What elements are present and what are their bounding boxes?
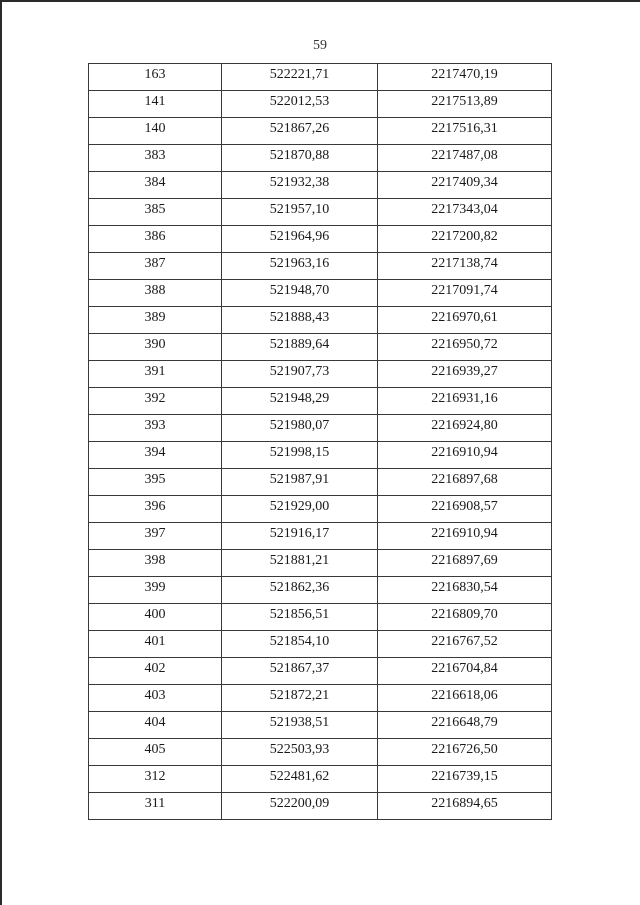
x-coordinate-cell: [222, 658, 378, 685]
point-number-text: 390: [144, 337, 166, 352]
point-number-text: 163: [144, 67, 166, 82]
x-coordinate-cell: [222, 766, 378, 793]
x-coordinate-text: 521932,38: [269, 175, 330, 190]
point-number-text: 400: [144, 607, 166, 622]
point-number-cell: [89, 199, 222, 226]
x-coordinate-cell: [222, 199, 378, 226]
x-coordinate-text: 522481,62: [269, 769, 330, 784]
y-coordinate-text: 2216726,50: [431, 742, 498, 757]
x-coordinate-text: 521888,43: [269, 310, 330, 325]
x-coordinate-cell: [222, 550, 378, 577]
y-coordinate-cell: [378, 793, 552, 820]
x-coordinate-cell: [222, 712, 378, 739]
x-coordinate-cell: [222, 604, 378, 631]
table-row: [89, 577, 552, 604]
y-coordinate-text: 2217516,31: [431, 121, 498, 136]
x-coordinate-cell: [222, 523, 378, 550]
y-coordinate-cell: [378, 766, 552, 793]
y-coordinate-cell: [378, 361, 552, 388]
x-coordinate-text: 521907,73: [269, 364, 330, 379]
point-number-cell: [89, 658, 222, 685]
y-coordinate-cell: [378, 442, 552, 469]
table-row: [89, 64, 552, 91]
y-coordinate-text: 2216648,79: [431, 715, 498, 730]
point-number-text: 384: [144, 175, 166, 190]
x-coordinate-text: 521964,96: [269, 229, 330, 244]
x-coordinate-cell: [222, 334, 378, 361]
point-number-text: 403: [144, 688, 166, 703]
point-number-text: 397: [144, 526, 166, 541]
table-row: [89, 91, 552, 118]
y-coordinate-cell: [378, 523, 552, 550]
x-coordinate-text: 522012,53: [269, 94, 330, 109]
y-coordinate-cell: [378, 280, 552, 307]
x-coordinate-text: 521916,17: [269, 526, 330, 541]
y-coordinate-text: 2216924,80: [431, 418, 498, 433]
y-coordinate-text: 2216767,52: [431, 634, 498, 649]
y-coordinate-cell: [378, 712, 552, 739]
x-coordinate-cell: [222, 415, 378, 442]
x-coordinate-cell: [222, 91, 378, 118]
table-row: [89, 658, 552, 685]
point-number-cell: [89, 280, 222, 307]
y-coordinate-text: 2216908,57: [431, 499, 498, 514]
y-coordinate-cell: [378, 91, 552, 118]
x-coordinate-cell: [222, 307, 378, 334]
x-coordinate-cell: [222, 118, 378, 145]
y-coordinate-cell: [378, 172, 552, 199]
table-row: [89, 334, 552, 361]
table-row: [89, 253, 552, 280]
point-number-cell: [89, 118, 222, 145]
y-coordinate-text: 2216910,94: [431, 526, 498, 541]
y-coordinate-text: 2216950,72: [431, 337, 498, 352]
point-number-cell: [89, 739, 222, 766]
point-number-cell: [89, 145, 222, 172]
x-coordinate-text: 521987,91: [269, 472, 330, 487]
x-coordinate-cell: [222, 685, 378, 712]
point-number-text: 396: [144, 499, 166, 514]
y-coordinate-cell: [378, 145, 552, 172]
y-coordinate-text: 2216897,69: [431, 553, 498, 568]
point-number-text: 388: [144, 283, 166, 298]
y-coordinate-text: 2216897,68: [431, 472, 498, 487]
table-row: [89, 307, 552, 334]
table-row: [89, 172, 552, 199]
table-row: [89, 280, 552, 307]
page-edge-left: [0, 0, 2, 905]
x-coordinate-cell: [222, 469, 378, 496]
point-number-text: 399: [144, 580, 166, 595]
x-coordinate-text: 521854,10: [269, 634, 330, 649]
point-number-text: 140: [144, 121, 166, 136]
point-number-cell: [89, 64, 222, 91]
point-number-cell: [89, 361, 222, 388]
point-number-cell: [89, 226, 222, 253]
x-coordinate-cell: [222, 793, 378, 820]
table-row: [89, 361, 552, 388]
y-coordinate-text: 2216830,54: [431, 580, 498, 595]
x-coordinate-text: 521881,21: [269, 553, 330, 568]
y-coordinate-cell: [378, 199, 552, 226]
y-coordinate-text: 2216618,06: [431, 688, 498, 703]
point-number-text: 391: [144, 364, 166, 379]
table-row: [89, 199, 552, 226]
table-row: [89, 523, 552, 550]
x-coordinate-cell: [222, 442, 378, 469]
y-coordinate-text: 2216910,94: [431, 445, 498, 460]
point-number-text: 395: [144, 472, 166, 487]
point-number-cell: [89, 415, 222, 442]
table-row: [89, 388, 552, 415]
point-number-text: 404: [144, 715, 166, 730]
point-number-text: 383: [144, 148, 166, 163]
x-coordinate-text: 522200,09: [269, 796, 330, 811]
x-coordinate-cell: [222, 496, 378, 523]
coordinates-table-body: [89, 64, 552, 820]
point-number-cell: [89, 712, 222, 739]
x-coordinate-text: 522503,93: [269, 742, 330, 757]
point-number-cell: [89, 604, 222, 631]
x-coordinate-cell: [222, 388, 378, 415]
y-coordinate-cell: [378, 388, 552, 415]
y-coordinate-text: 2216939,27: [431, 364, 498, 379]
table-row: [89, 442, 552, 469]
point-number-cell: [89, 334, 222, 361]
table-row: [89, 145, 552, 172]
y-coordinate-cell: [378, 253, 552, 280]
point-number-cell: [89, 442, 222, 469]
coordinates-table: [88, 63, 552, 820]
table-row: [89, 415, 552, 442]
x-coordinate-text: 522221,71: [269, 67, 330, 82]
x-coordinate-text: 521929,00: [269, 499, 330, 514]
point-number-text: 141: [144, 94, 166, 109]
y-coordinate-cell: [378, 415, 552, 442]
table-row: [89, 118, 552, 145]
point-number-cell: [89, 496, 222, 523]
x-coordinate-cell: [222, 226, 378, 253]
x-coordinate-text: 521998,15: [269, 445, 330, 460]
point-number-text: 311: [144, 796, 166, 811]
y-coordinate-cell: [378, 226, 552, 253]
y-coordinate-text: 2216931,16: [431, 391, 498, 406]
page-edge-top: [0, 0, 640, 2]
point-number-cell: [89, 388, 222, 415]
point-number-cell: [89, 253, 222, 280]
x-coordinate-text: 521957,10: [269, 202, 330, 217]
x-coordinate-text: 521867,37: [269, 661, 330, 676]
y-coordinate-text: 2217091,74: [431, 283, 498, 298]
y-coordinate-cell: [378, 118, 552, 145]
table-row: [89, 685, 552, 712]
x-coordinate-cell: [222, 145, 378, 172]
x-coordinate-cell: [222, 577, 378, 604]
x-coordinate-text: 521948,70: [269, 283, 330, 298]
table-row: [89, 712, 552, 739]
y-coordinate-text: 2217138,74: [431, 256, 498, 271]
point-number-cell: [89, 307, 222, 334]
point-number-text: 401: [144, 634, 166, 649]
y-coordinate-cell: [378, 64, 552, 91]
table-row: [89, 766, 552, 793]
y-coordinate-text: 2216970,61: [431, 310, 498, 325]
x-coordinate-cell: [222, 739, 378, 766]
point-number-cell: [89, 91, 222, 118]
y-coordinate-cell: [378, 631, 552, 658]
point-number-cell: [89, 631, 222, 658]
x-coordinate-text: 521889,64: [269, 337, 330, 352]
y-coordinate-cell: [378, 739, 552, 766]
point-number-cell: [89, 577, 222, 604]
point-number-cell: [89, 685, 222, 712]
x-coordinate-text: 521856,51: [269, 607, 330, 622]
y-coordinate-cell: [378, 685, 552, 712]
table-row: [89, 793, 552, 820]
y-coordinate-cell: [378, 604, 552, 631]
x-coordinate-text: 521867,26: [269, 121, 330, 136]
y-coordinate-text: 2217200,82: [431, 229, 498, 244]
x-coordinate-cell: [222, 361, 378, 388]
x-coordinate-text: 521938,51: [269, 715, 330, 730]
y-coordinate-cell: [378, 469, 552, 496]
point-number-cell: [89, 766, 222, 793]
x-coordinate-text: 521870,88: [269, 148, 330, 163]
point-number-text: 402: [144, 661, 166, 676]
x-coordinate-text: 521963,16: [269, 256, 330, 271]
point-number-text: 387: [144, 256, 166, 271]
x-coordinate-cell: [222, 631, 378, 658]
y-coordinate-text: 2217343,04: [431, 202, 498, 217]
y-coordinate-cell: [378, 334, 552, 361]
y-coordinate-text: 2216894,65: [431, 796, 498, 811]
table-row: [89, 739, 552, 766]
x-coordinate-cell: [222, 64, 378, 91]
x-coordinate-cell: [222, 280, 378, 307]
x-coordinate-cell: [222, 253, 378, 280]
table-row: [89, 550, 552, 577]
y-coordinate-text: 2217409,34: [431, 175, 498, 190]
y-coordinate-cell: [378, 307, 552, 334]
y-coordinate-cell: [378, 550, 552, 577]
y-coordinate-cell: [378, 577, 552, 604]
y-coordinate-cell: [378, 496, 552, 523]
y-coordinate-text: 2216704,84: [431, 661, 498, 676]
point-number-text: 389: [144, 310, 166, 325]
x-coordinate-text: 521948,29: [269, 391, 330, 406]
point-number-cell: [89, 550, 222, 577]
table-row: [89, 226, 552, 253]
y-coordinate-text: 2217470,19: [431, 67, 498, 82]
table-row: [89, 469, 552, 496]
x-coordinate-text: 521862,36: [269, 580, 330, 595]
x-coordinate-cell: [222, 172, 378, 199]
table-row: [89, 496, 552, 523]
point-number-text: 394: [144, 445, 166, 460]
y-coordinate-text: 2217487,08: [431, 148, 498, 163]
x-coordinate-text: 521872,21: [269, 688, 330, 703]
point-number-cell: [89, 793, 222, 820]
point-number-text: 405: [144, 742, 166, 757]
point-number-cell: [89, 469, 222, 496]
y-coordinate-text: 2217513,89: [431, 94, 498, 109]
y-coordinate-text: 2216739,15: [431, 769, 498, 784]
point-number-text: 392: [144, 391, 166, 406]
point-number-text: 385: [144, 202, 166, 217]
point-number-text: 398: [144, 553, 166, 568]
page-number: 59: [313, 38, 327, 53]
y-coordinate-text: 2216809,70: [431, 607, 498, 622]
point-number-text: 393: [144, 418, 166, 433]
point-number-text: 386: [144, 229, 166, 244]
x-coordinate-text: 521980,07: [269, 418, 330, 433]
table-row: [89, 604, 552, 631]
point-number-cell: [89, 172, 222, 199]
table-row: [89, 631, 552, 658]
point-number-cell: [89, 523, 222, 550]
point-number-text: 312: [144, 769, 166, 784]
y-coordinate-cell: [378, 658, 552, 685]
